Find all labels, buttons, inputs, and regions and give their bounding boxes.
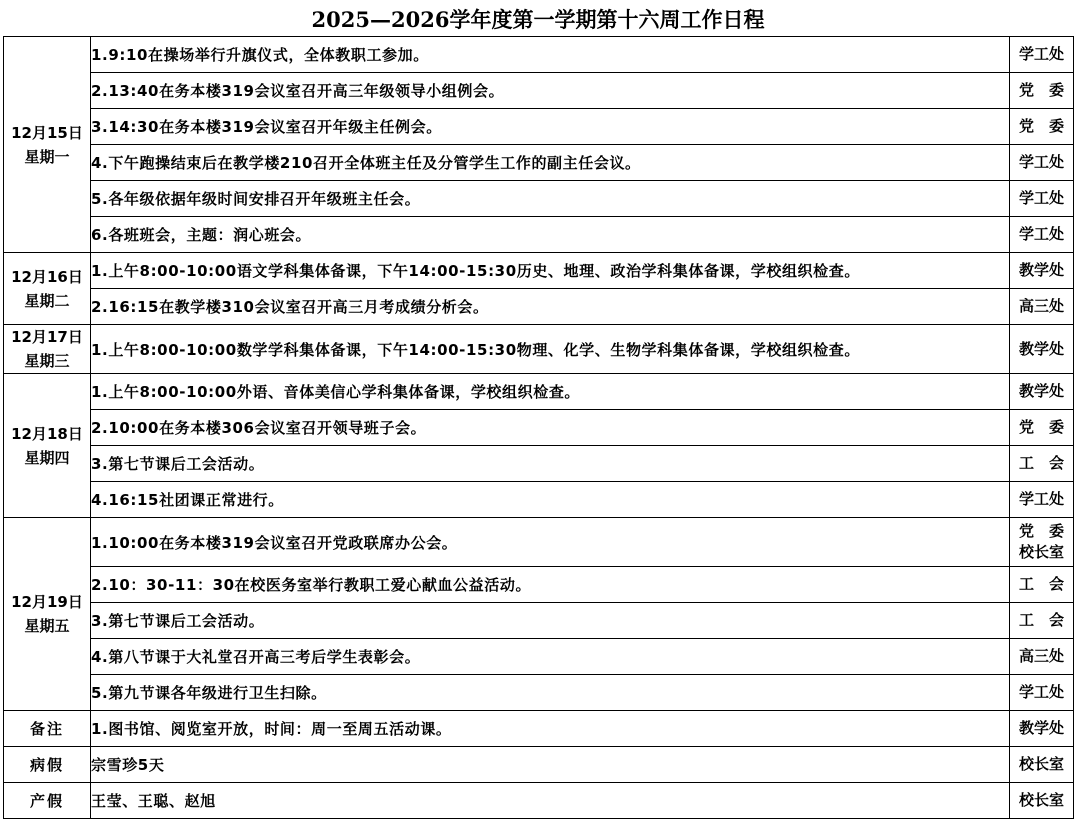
schedule-row bbox=[4, 253, 1074, 289]
schedule-row bbox=[4, 567, 1074, 603]
schedule-row bbox=[4, 482, 1074, 518]
schedule-row bbox=[4, 603, 1074, 639]
department-cell bbox=[1010, 518, 1074, 567]
schedule-row bbox=[4, 410, 1074, 446]
department-cell bbox=[1010, 567, 1074, 603]
department-name: 校长室 bbox=[1018, 791, 1064, 809]
department-name: 学工处 bbox=[1018, 153, 1064, 171]
department-cell bbox=[1010, 639, 1074, 675]
department-name: 高三处 bbox=[1018, 297, 1064, 315]
schedule-row bbox=[4, 374, 1074, 410]
department-cell bbox=[1010, 711, 1074, 747]
day-date: 12月17日 bbox=[11, 328, 83, 346]
department-cell bbox=[1010, 37, 1074, 73]
schedule-item: 4.16:15社团课正常进行。 bbox=[91, 482, 1010, 518]
department-name: 党 委 bbox=[1018, 117, 1064, 135]
note-label: 备注 bbox=[4, 711, 91, 747]
schedule-row bbox=[4, 446, 1074, 482]
schedule-table bbox=[3, 36, 1074, 819]
day-cell bbox=[4, 374, 91, 518]
schedule-item: 2.13:40在务本楼319会议室召开高三年级领导小组例会。 bbox=[91, 73, 1010, 109]
department-cell bbox=[1010, 747, 1074, 783]
schedule-item: 1.9:10在操场举行升旗仪式，全体教职工参加。 bbox=[91, 37, 1010, 73]
schedule-item: 1.上午8:00-10:00数学学科集体备课，下午14:00-15:30物理、化学、生物学科集体备课，学校组织检查。 bbox=[91, 325, 1010, 374]
department-name: 校长室 bbox=[1018, 755, 1064, 773]
schedule-item: 1.上午8:00-10:00外语、音体美信心学科集体备课，学校组织检查。 bbox=[91, 374, 1010, 410]
schedule-row bbox=[4, 109, 1074, 145]
schedule-item: 1.10:00在务本楼319会议室召开党政联席办公会。 bbox=[91, 518, 1010, 567]
department-name: 教学处 bbox=[1018, 719, 1064, 737]
schedule-row bbox=[4, 73, 1074, 109]
note-row bbox=[4, 711, 1074, 747]
schedule-row bbox=[4, 145, 1074, 181]
department-cell bbox=[1010, 73, 1074, 109]
department-cell bbox=[1010, 109, 1074, 145]
day-cell bbox=[4, 325, 91, 374]
schedule-item: 5.各年级依据年级时间安排召开年级班主任会。 bbox=[91, 181, 1010, 217]
department-cell bbox=[1010, 181, 1074, 217]
schedule-item: 4.第八节课于大礼堂召开高三考后学生表彰会。 bbox=[91, 639, 1010, 675]
day-weekday: 星期三 bbox=[24, 352, 70, 370]
department-name: 工 会 bbox=[1018, 454, 1064, 472]
note-label: 产假 bbox=[4, 783, 91, 819]
day-cell bbox=[4, 253, 91, 325]
day-date: 12月16日 bbox=[11, 267, 83, 286]
schedule-item: 4.下午跑操结束后在教学楼210召开全体班主任及分管学生工作的副主任会议。 bbox=[91, 145, 1010, 181]
day-date: 12月15日 bbox=[11, 123, 83, 142]
schedule-row bbox=[4, 181, 1074, 217]
department-name: 学工处 bbox=[1018, 225, 1064, 243]
day-weekday: 星期一 bbox=[24, 147, 70, 166]
schedule-row bbox=[4, 37, 1074, 73]
schedule-row bbox=[4, 325, 1074, 374]
department-name: 校长室 bbox=[1018, 543, 1064, 561]
note-label: 病假 bbox=[4, 747, 91, 783]
department-name: 学工处 bbox=[1018, 189, 1064, 207]
department-name: 学工处 bbox=[1018, 45, 1064, 63]
schedule-row bbox=[4, 217, 1074, 253]
department-cell bbox=[1010, 253, 1074, 289]
department-name: 党 委 bbox=[1018, 522, 1064, 540]
schedule-item: 2.16:15在教学楼310会议室召开高三月考成绩分析会。 bbox=[91, 289, 1010, 325]
day-weekday: 星期五 bbox=[24, 617, 70, 635]
schedule-item: 2.10:00在务本楼306会议室召开领导班子会。 bbox=[91, 410, 1010, 446]
schedule-item: 1.上午8:00-10:00语文学科集体备课，下午14:00-15:30历史、地理、政治学科集体备课，学校组织检查。 bbox=[91, 253, 1010, 289]
department-cell bbox=[1010, 783, 1074, 819]
department-cell bbox=[1010, 603, 1074, 639]
day-weekday: 星期二 bbox=[24, 291, 70, 310]
schedule-item: 5.第九节课各年级进行卫生扫除。 bbox=[91, 675, 1010, 711]
note-row bbox=[4, 783, 1074, 819]
department-cell bbox=[1010, 482, 1074, 518]
schedule-item: 3.14:30在务本楼319会议室召开年级主任例会。 bbox=[91, 109, 1010, 145]
department-name: 工 会 bbox=[1018, 611, 1064, 629]
department-name: 教学处 bbox=[1018, 382, 1064, 400]
day-cell bbox=[4, 37, 91, 253]
department-name: 党 委 bbox=[1018, 418, 1064, 436]
note-row bbox=[4, 747, 1074, 783]
schedule-item: 2.10：30-11：30在校医务室举行教职工爱心献血公益活动。 bbox=[91, 567, 1010, 603]
day-weekday: 星期四 bbox=[24, 448, 70, 467]
schedule-row bbox=[4, 639, 1074, 675]
schedule-body bbox=[4, 37, 1074, 819]
department-cell bbox=[1010, 217, 1074, 253]
schedule-row bbox=[4, 675, 1074, 711]
department-name: 学工处 bbox=[1018, 683, 1064, 701]
note-text: 宗雪珍5天 bbox=[91, 747, 1010, 783]
department-cell bbox=[1010, 325, 1074, 374]
department-cell bbox=[1010, 410, 1074, 446]
day-date: 12月18日 bbox=[11, 424, 83, 443]
department-name: 党 委 bbox=[1018, 81, 1064, 99]
department-cell bbox=[1010, 145, 1074, 181]
day-cell bbox=[4, 518, 91, 711]
department-name: 教学处 bbox=[1018, 261, 1064, 279]
schedule-row bbox=[4, 289, 1074, 325]
schedule-item: 3.第七节课后工会活动。 bbox=[91, 446, 1010, 482]
department-cell bbox=[1010, 446, 1074, 482]
page-title: 2025—2026学年度第一学期第十六周工作日程 bbox=[311, 7, 765, 32]
schedule-item: 6.各班班会，主题：润心班会。 bbox=[91, 217, 1010, 253]
schedule-item: 3.第七节课后工会活动。 bbox=[91, 603, 1010, 639]
note-text: 1.图书馆、阅览室开放，时间：周一至周五活动课。 bbox=[91, 711, 1010, 747]
department-name: 高三处 bbox=[1018, 647, 1064, 665]
department-cell bbox=[1010, 675, 1074, 711]
department-name: 教学处 bbox=[1018, 339, 1064, 358]
department-name: 工 会 bbox=[1018, 575, 1064, 593]
department-cell bbox=[1010, 374, 1074, 410]
day-date: 12月19日 bbox=[11, 593, 83, 611]
department-name: 学工处 bbox=[1018, 490, 1064, 508]
note-text: 王莹、王聪、赵旭 bbox=[91, 783, 1010, 819]
department-cell bbox=[1010, 289, 1074, 325]
schedule-row bbox=[4, 518, 1074, 567]
